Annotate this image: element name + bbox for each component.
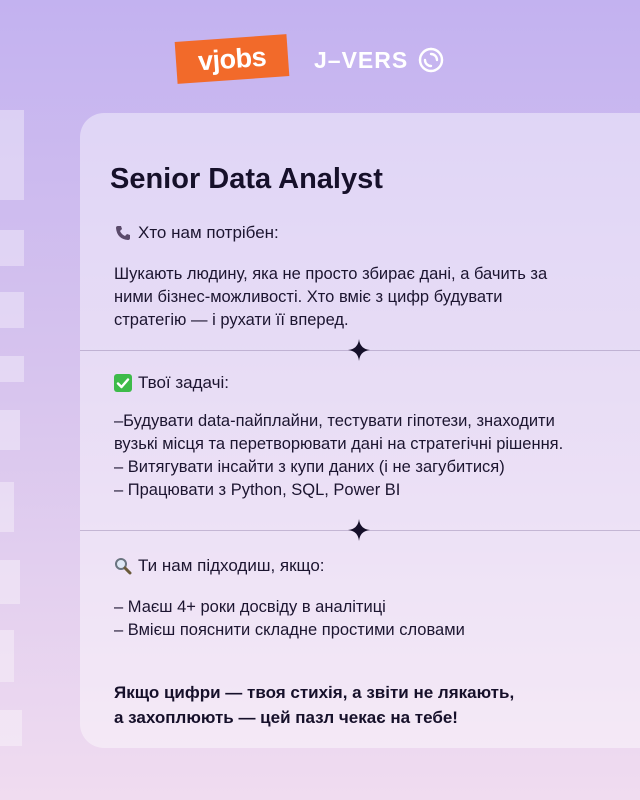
vjobs-logo: vjobs	[175, 34, 290, 84]
section-who-we-need-text: Шукають людину, яка не просто збирає дані, а бачить за ними бізнес-можливості. Хто вміє з цифр будувати стратегію — і рухати її вперед.	[114, 265, 548, 329]
section-requirements-heading: Ти нам підходиш, якщо:	[114, 556, 325, 576]
swirl-icon	[416, 45, 446, 75]
decorative-pixel-pattern	[0, 110, 80, 800]
closing-statement: Якщо цифри — твоя стихія, а звіти не лякають, а захоплюють — цей пазл чекає на тебе!	[114, 683, 515, 727]
section-tasks-heading: Твої задачі:	[114, 373, 229, 393]
sparkle-icon	[348, 339, 370, 361]
section-requirements-text: – Маєш 4+ роки досвіду в аналітиці – Вмієш пояснити складне простими словами	[114, 598, 465, 639]
job-post-card	[80, 113, 640, 748]
magnifier-icon	[114, 557, 132, 575]
sparkle-icon	[348, 519, 370, 541]
header-logos	[0, 34, 640, 84]
phone-icon	[114, 224, 132, 242]
jvers-logo: J–VERS	[314, 42, 446, 78]
section-who-we-need-heading: Хто нам потрібен:	[114, 223, 279, 243]
checkmark-icon	[114, 374, 132, 392]
section-tasks-text: –Будувати data-пайплайни, тестувати гіпотези, знаходити вузькі місця та перетворювати дані на стратегічні рішення. – Витягувати інсайти з купи даних (і не загубитися) – Працювати з Python, SQL, Power BI	[114, 412, 564, 499]
job-title: Senior Data Analyst	[110, 163, 383, 195]
